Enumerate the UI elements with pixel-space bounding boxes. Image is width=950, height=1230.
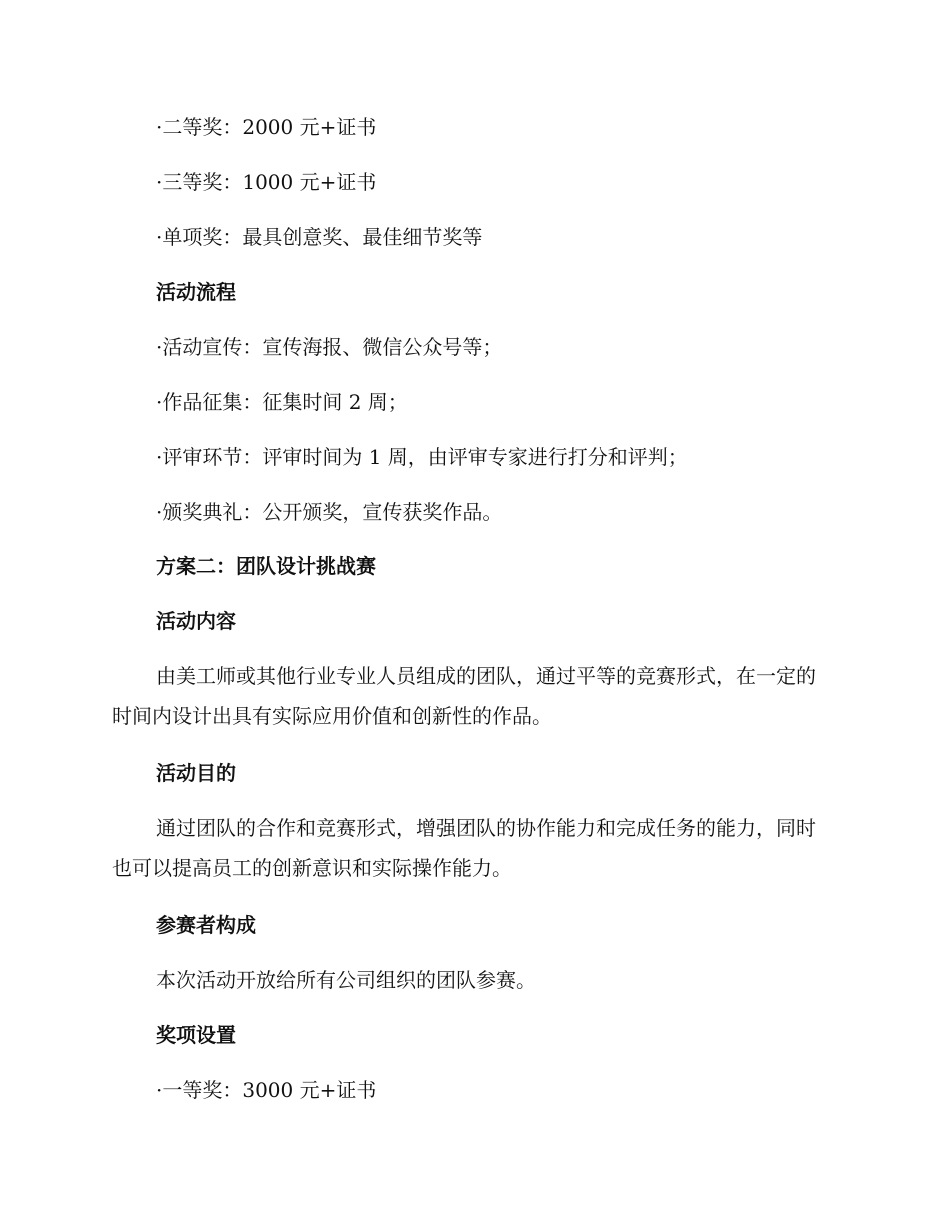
prize-single: ·单项奖：最具创意奖、最佳细节奖等 [156, 225, 483, 249]
heading-awards: 奖项设置 [156, 1023, 236, 1047]
heading-activity-content: 活动内容 [156, 609, 236, 633]
prize-first-team: ·一等奖：3000 元+证书 [156, 1078, 377, 1102]
prize-second: ·二等奖：2000 元+证书 [156, 115, 377, 139]
process-step-ceremony: ·颁奖典礼：公开颁奖，宣传获奖作品。 [156, 500, 503, 524]
process-step-collection: ·作品征集：征集时间 2 周； [156, 390, 408, 414]
heading-activity-process: 活动流程 [156, 280, 236, 304]
prize-third: ·三等奖：1000 元+证书 [156, 170, 377, 194]
paragraph-activity-purpose: 通过团队的合作和竞赛形式，增强团队的协作能力和完成任务的能力，同时也可以提高员工的创新意识和实际操作能力。 [112, 816, 816, 880]
heading-plan-two: 方案二：团队设计挑战赛 [156, 554, 376, 578]
paragraph-activity-content: 由美工师或其他行业专业人员组成的团队，通过平等的竞赛形式，在一定的时间内设计出具有实际应用价值和创新性的作品。 [112, 664, 816, 728]
process-step-promotion: ·活动宣传：宣传海报、微信公众号等； [156, 335, 503, 359]
participants-text: 本次活动开放给所有公司组织的团队参赛。 [156, 968, 536, 992]
process-step-review: ·评审环节：评审时间为 1 周，由评审专家进行打分和评判； [156, 445, 688, 469]
heading-activity-purpose: 活动目的 [156, 761, 236, 785]
heading-participants: 参赛者构成 [156, 913, 256, 937]
